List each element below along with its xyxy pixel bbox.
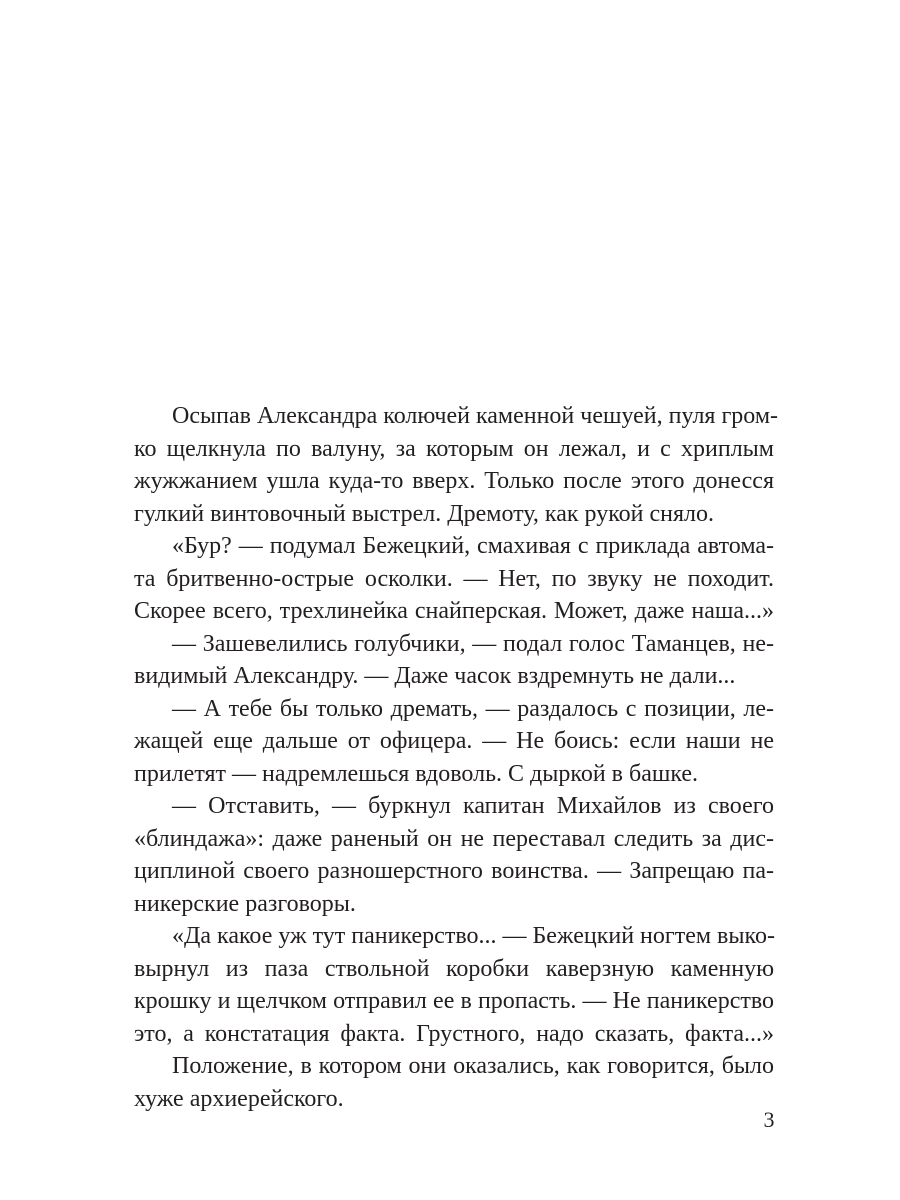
- text-line: — Отставить, — буркнул капитан Михайлов из своего: [172, 793, 774, 819]
- text-line: «Бур? — подумал Бежецкий, смахивая с приклада автома-: [172, 533, 774, 559]
- text-line: та бритвенно-острые осколки. — Нет, по звуку не походит.: [134, 565, 774, 592]
- text-line: жащей еще дальше от офицера. — Не боись: если наши не: [134, 728, 774, 754]
- paragraph: [134, 1050, 774, 1115]
- text-line: вырнул из паза ствольной коробки каверзную каменную: [134, 955, 774, 982]
- paragraph: [134, 693, 774, 791]
- text-line: гулкий винтовочный выстрел. Дремоту, как рукой сняло.: [134, 500, 715, 527]
- paragraph: [134, 530, 774, 628]
- text-line: жужжанием ушла куда-то вверх. Только после этого донесся: [134, 468, 774, 494]
- body-text: [134, 400, 779, 1115]
- paragraph: [134, 920, 774, 1050]
- text-line: видимый Александру. — Даже часок вздремнуть не дали...: [134, 663, 736, 689]
- text-line: хуже архиерейского.: [134, 1085, 344, 1112]
- text-line: Положение, в котором они оказались, как говорится, было: [172, 1053, 774, 1079]
- text-line: «Да какое уж тут паникерство... — Бежецкий ногтем выко-: [172, 923, 775, 949]
- text-line: циплиной своего разношерстного воинства. — Запрещаю па-: [134, 858, 774, 884]
- text-line: — Зашевелились голубчики, — подал голос Таманцев, не-: [172, 630, 774, 657]
- text-line: это, а констатация факта. Грустного, надо сказать, факта...»: [134, 1020, 774, 1047]
- paragraph: [134, 400, 779, 530]
- text-line: никерские разговоры.: [134, 890, 356, 917]
- text-line: Осыпав Александра колючей каменной чешуей, пуля гром-: [172, 403, 779, 429]
- text-line: — А тебе бы только дремать, — раздалось с позиции, ле-: [172, 695, 774, 722]
- page-number: 3: [763, 1107, 775, 1132]
- text-line: Скорее всего, трехлинейка снайперская. Может, даже наша...»: [134, 598, 774, 624]
- text-line: крошку и щелчком отправил ее в пропасть. — Не паникерство: [134, 988, 774, 1014]
- paragraph: [134, 628, 774, 693]
- text-line: «блиндажа»: даже раненый он не переставал следить за дис-: [134, 825, 774, 852]
- text-line: прилетят — надремлешься вдоволь. С дыркой в башке.: [134, 760, 699, 787]
- paragraph: [134, 790, 774, 920]
- text-line: ко щелкнула по валуну, за которым он лежал, и с хриплым: [134, 435, 774, 462]
